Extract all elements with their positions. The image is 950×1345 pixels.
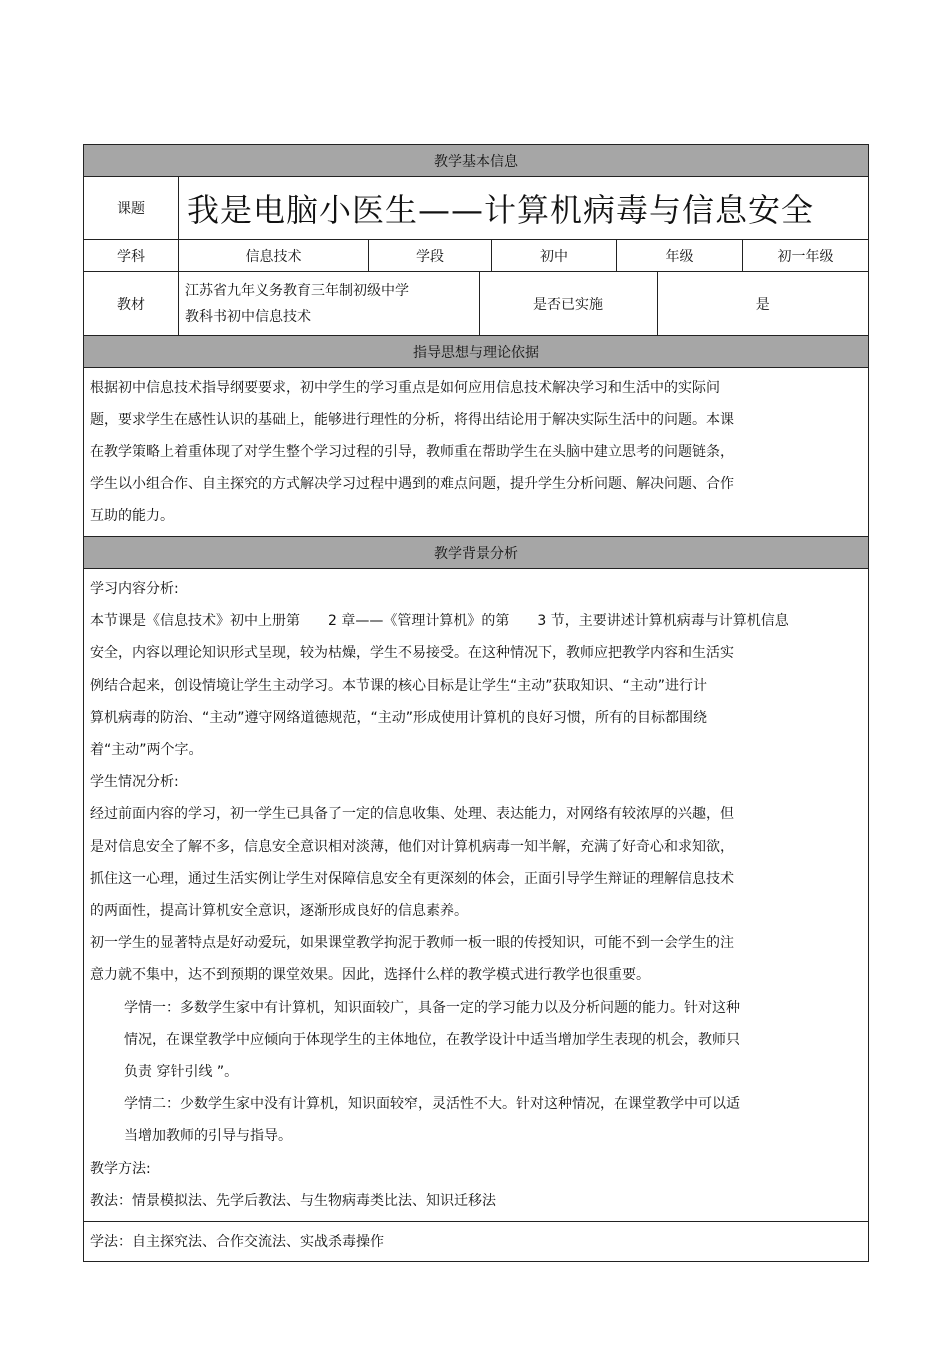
student-line: 经过前面内容的学习，初一学生已具备了一定的信息收集、处理、表达能力，对网络有较浓厚的兴趣，但 xyxy=(90,806,734,823)
student-line: 意力就不集中，达不到预期的课堂效果。因此，选择什么样的教学模式进行教学也很重要。 xyxy=(90,967,650,984)
textbook-value xyxy=(179,272,479,335)
case2-line: 学情二：少数学生家中没有计算机，知识面较窄，灵活性不大。针对这种情况，在课堂教学中可以适 xyxy=(124,1096,740,1113)
textbook-line-2: 教科书初中信息技术 xyxy=(185,308,311,325)
subject-value: 信息技术 xyxy=(179,240,369,272)
topic-value: 我是电脑小医生——计算机病毒与信息安全 xyxy=(179,177,869,240)
student-line: 是对信息安全了解不多，信息安全意识相对淡薄，他们对计算机病毒一知半解，充满了好奇心和求知欲， xyxy=(90,838,734,855)
section-header-guiding: 指导思想与理论依据 xyxy=(84,336,869,368)
teaching-method: 教法：情景模拟法、先学后教法、与生物病毒类比法、知识迁移法 xyxy=(90,1192,496,1209)
guiding-line: 根据初中信息技术指导纲要要求，初中学生的学习重点是如何应用信息技术解决学习和生活中的实际问 xyxy=(90,380,720,396)
stage-label: 学段 xyxy=(369,240,492,272)
case1-line: 负责 穿针引线 ”。 xyxy=(124,1064,239,1081)
subject-label: 学科 xyxy=(84,240,179,272)
implemented-label: 是否已实施 xyxy=(479,272,657,335)
implemented-value: 是 xyxy=(755,296,770,313)
student-line: 抓住这一心理，通过生活实例让学生对保障信息安全有更深刻的体会，正面引导学生辩证的理解信息技术 xyxy=(90,870,734,887)
lesson-plan-table xyxy=(83,144,869,1262)
case1-line: 情况，在课堂教学中应倾向于体现学生的主体地位，在教学设计中适当增加学生表现的机会，教师只 xyxy=(124,1031,740,1048)
learning-method: 学法：自主探究法、合作交流法、实战杀毒操作 xyxy=(84,1222,869,1262)
student-line: 的两面性，提高计算机安全意识，逐渐形成良好的信息素养。 xyxy=(90,903,468,920)
section-header-basic-info: 教学基本信息 xyxy=(84,145,869,177)
method-heading: 教学方法: xyxy=(90,1160,151,1177)
textbook-subtable xyxy=(179,272,868,335)
stage-value: 初中 xyxy=(492,240,617,272)
content-line: 安全，内容以理论知识形式呈现，较为枯燥，学生不易接受。在这种情况下，教师应把教学内容和生活实 xyxy=(90,645,734,662)
textbook-label: 教材 xyxy=(84,272,179,336)
grade-value: 初一年级 xyxy=(743,240,869,272)
section-header-background: 教学背景分析 xyxy=(84,537,869,569)
guiding-line: 题，要求学生在感性认识的基础上，能够进行理性的分析，将得出结论用于解决实际生活中的问题。本课 xyxy=(90,412,734,428)
guiding-line: 互助的能力。 xyxy=(90,508,174,524)
case2-line: 当增加教师的引导与指导。 xyxy=(124,1128,292,1145)
content-line: 本节课是《信息技术》初中上册第 2 章——《管理计算机》的第 3 节，主要讲述计算机病毒与计算机信息 xyxy=(90,613,789,630)
content-line: 例结合起来，创设情境让学生主动学习。本节课的核心目标是让学生“主动”获取知识、“主动”进行计 xyxy=(90,677,708,694)
grade-label: 年级 xyxy=(617,240,743,272)
topic-label: 课题 xyxy=(84,177,179,240)
guiding-line: 学生以小组合作、自主探究的方式解决学习过程中遇到的难点问题，提升学生分析问题、解决问题、合作 xyxy=(90,476,734,492)
background-text xyxy=(84,569,869,1222)
case1-line: 学情一：多数学生家中有计算机，知识面较广，具备一定的学习能力以及分析问题的能力。针对这种 xyxy=(124,999,740,1016)
student-line: 初一学生的显著特点是好动爱玩，如果课堂教学拘泥于教师一板一眼的传授知识，可能不到一会学生的注 xyxy=(90,935,734,952)
guiding-line: 在教学策略上着重体现了对学生整个学习过程的引导，教师重在帮助学生在头脑中建立思考的问题链条， xyxy=(90,444,734,460)
textbook-line-1: 江苏省九年义务教育三年制初级中学 xyxy=(185,282,409,299)
content-heading: 学习内容分析: xyxy=(90,581,179,597)
student-heading: 学生情况分析: xyxy=(90,774,179,791)
guiding-text xyxy=(84,368,869,537)
lesson-plan-document xyxy=(83,144,868,1262)
content-line: 着“主动”两个字。 xyxy=(90,742,203,759)
content-line: 算机病毒的防治、“主动”遵守网络道德规范，“主动”形成使用计算机的良好习惯，所有的目标都围绕 xyxy=(90,709,708,726)
